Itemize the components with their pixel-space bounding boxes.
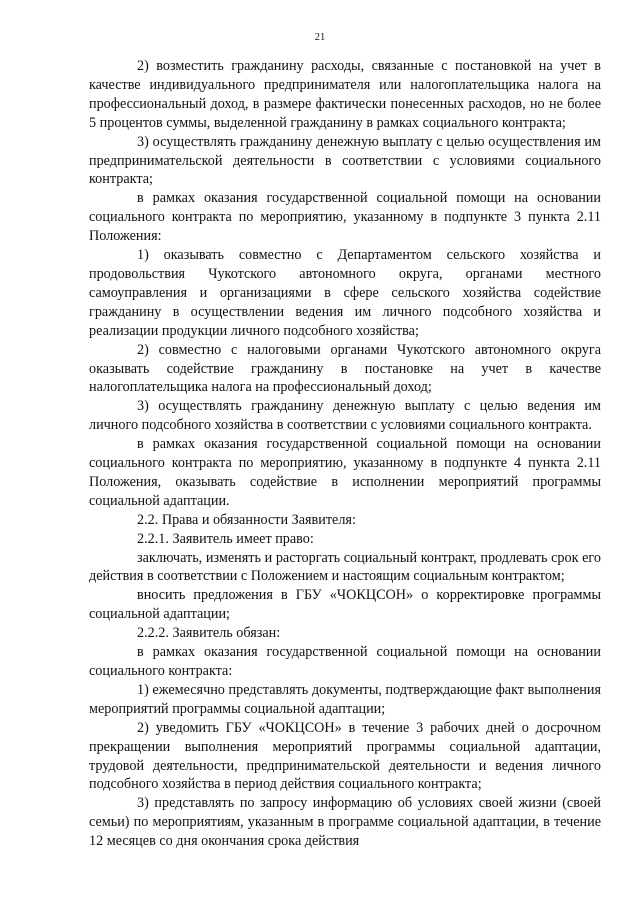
paragraph-duty-provide-information: 3) представлять по запросу информацию об условиях своей жизни (своей семьи) по мероприятиям, указанным в программе социальной адаптации, в течение 12 месяцев со дня окончания срока действия (89, 795, 601, 850)
paragraph-reimburse-registration: 2) возместить гражданину расходы, связанные с постановкой на учет в качестве индивидуального предпринимателя или налогоплательщика налога на профессиональный доход, в размере фактически понесенных расходов, но не более 5 процентов суммы, выделенной гражданину в рамках социального контракта; (89, 58, 601, 131)
paragraph-duties-intro: в рамках оказания государственной социальной помощи на основании социального контракта: (89, 644, 601, 679)
paragraph-right-program-proposals: вносить предложения в ГБУ «ЧОКЦСОН» о корректировке программы социальной адаптации; (89, 587, 601, 623)
subsection-heading-applicant-rights: 2.2.1. Заявитель имеет право: (137, 530, 314, 547)
paragraph-household-payment: 3) осуществлять гражданину денежную выплату с целью ведения им личного подсобного хозяйства в соответствии с условиями социального контракта. (89, 398, 601, 434)
paragraph-business-payment: 3) осуществлять гражданину денежную выплату с целью осуществления им предпринимательской деятельности в соответствии с условиями социального контракта; (89, 133, 601, 188)
paragraph-agriculture-assistance: 1) оказывать совместно с Департаментом сельского хозяйства и продовольствия Чукотского автономного округа, органами местного самоуправления и организациями в сфере сельского хозяйства содействие гражданину в осуществлении ведения им личного подсобного хозяйства и реализации продукции личного подсобного хозяйства; (89, 247, 601, 339)
document-body (89, 57, 601, 851)
paragraph-measure-4-assistance: в рамках оказания государственной социальной помощи на основании социального контракта по мероприятию, указанному в подпункте 4 пункта 2.11 Положения, оказывать содействие в исполнении мероприятий программы социальной адаптации. (89, 436, 601, 509)
subsection-heading-applicant-duties: 2.2.2. Заявитель обязан: (137, 625, 281, 642)
page-number: 21 (314, 32, 326, 43)
paragraph-duty-notify-termination: 2) уведомить ГБУ «ЧОКЦСОН» в течение 3 рабочих дней о досрочном прекращении выполнения мероприятий программы социальной адаптации, трудовой деятельности, предпринимательской деятельности и ведения личного подсобного хозяйства в период действия социального контракта; (89, 719, 601, 793)
paragraph-right-contract-changes: заключать, изменять и расторгать социальный контракт, продлевать срок его действия в соответствии с Положением и настоящим социальным контрактом; (89, 549, 601, 585)
section-heading-applicant-rights-duties: 2.2. Права и обязанности Заявителя: (137, 511, 356, 528)
paragraph-tax-registration-assistance: 2) совместно с налоговыми органами Чукотского автономного округа оказывать содействие гражданину в постановке на учет в качестве налогоплательщика налога на профессиональный доход; (89, 341, 601, 396)
paragraph-measure-3-intro: в рамках оказания государственной социальной помощи на основании социального контракта по мероприятию, указанному в подпункте 3 пункта 2.11 Положения: (89, 190, 601, 245)
paragraph-duty-monthly-documents: 1) ежемесячно представлять документы, подтверждающие факт выполнения мероприятий программы социальной адаптации; (89, 681, 601, 717)
